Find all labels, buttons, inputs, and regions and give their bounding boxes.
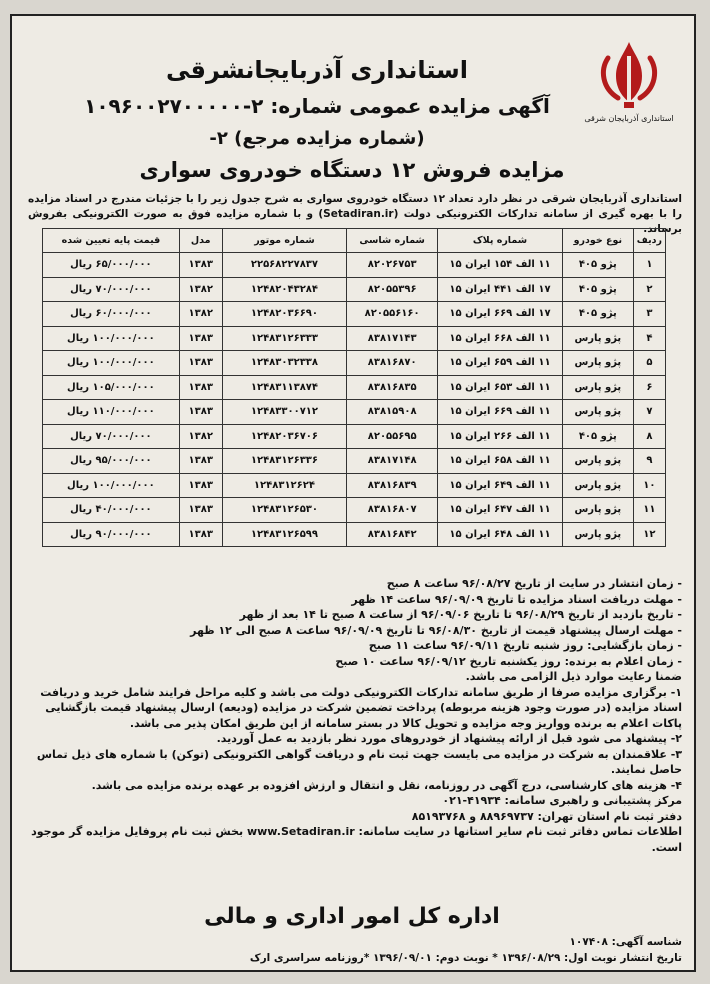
cell-chassis: ۸۳۸۱۷۱۴۳ [347, 326, 438, 351]
cell-plate: ۱۷ الف ۴۴۱ ایران ۱۵ [438, 277, 563, 302]
cell-row-number: ۷ [633, 400, 665, 425]
cell-base-price: ۱۰۰/۰۰۰/۰۰۰ ریال [43, 473, 180, 498]
cell-engine: ۱۲۴۸۳۳۰۰۷۱۲ [222, 400, 347, 425]
cell-chassis: ۸۲۰۵۵۶۹۵ [347, 424, 438, 449]
term-item: دفتر ثبت نام استان تهران: ۸۸۹۶۹۷۳۷ و ۸۵۱۹۳۷۶۸ [411, 809, 682, 823]
table-header-row [43, 229, 666, 253]
cell-engine: ۱۲۴۸۳۱۲۶۲۴ [222, 473, 347, 498]
cell-chassis: ۸۳۸۱۶۸۴۲ [347, 522, 438, 547]
vehicles-table [42, 228, 666, 547]
cell-row-number: ۲ [633, 277, 665, 302]
cell-vehicle-type: پژو پارس [562, 449, 633, 474]
term-item: اطلاعات تماس دفاتر ثبت نام سایر استانها در سایت سامانه: www.Setadiran.ir بخش ثبت نام پروفایل مزایده گر موجود است. [31, 825, 682, 854]
cell-plate: ۱۱ الف ۶۵۸ ایران ۱۵ [438, 449, 563, 474]
cell-vehicle-type: پژو پارس [562, 473, 633, 498]
term-item: - مهلت دریافت اسناد مزایده تا تاریخ ۹۶/۰۹/۰۹ ساعت ۱۴ ظهر [351, 592, 682, 606]
term-item: - زمان اعلام به برنده: روز یکشنبه تاریخ ۹۶/۰۹/۱۲ ساعت ۱۰ صبح [335, 654, 682, 668]
cell-plate: ۱۱ الف ۶۶۹ ایران ۱۵ [438, 400, 563, 425]
cell-engine: ۱۲۴۸۳۰۳۲۳۳۸ [222, 351, 347, 376]
cell-vehicle-type: پژو پارس [562, 400, 633, 425]
cell-model: ۱۳۸۳ [179, 498, 222, 523]
cell-plate: ۱۱ الف ۶۵۳ ایران ۱۵ [438, 375, 563, 400]
terms-list [28, 576, 682, 855]
cell-row-number: ۹ [633, 449, 665, 474]
table-row [43, 375, 666, 400]
cell-vehicle-type: پژو پارس [562, 351, 633, 376]
cell-row-number: ۴ [633, 326, 665, 351]
cell-plate: ۱۱ الف ۲۶۶ ایران ۱۵ [438, 424, 563, 449]
cell-base-price: ۱۰۰/۰۰۰/۰۰۰ ریال [43, 351, 180, 376]
cell-base-price: ۱۱۰/۰۰۰/۰۰۰ ریال [43, 400, 180, 425]
table-row [43, 498, 666, 523]
reference-number: (شماره مزایده مرجع) ۲- [209, 128, 425, 149]
col-header-chassis: شماره شاسی [347, 229, 438, 253]
cell-engine: ۱۲۴۸۲۰۴۳۲۸۴ [222, 277, 347, 302]
cell-model: ۱۳۸۳ [179, 351, 222, 376]
cell-vehicle-type: پژو ۴۰۵ [562, 424, 633, 449]
cell-model: ۱۳۸۳ [179, 253, 222, 278]
cell-plate: ۱۱ الف ۶۴۹ ایران ۱۵ [438, 473, 563, 498]
auction-subject: مزایده فروش ۱۲ دستگاه خودروی سواری [139, 158, 565, 182]
cell-row-number: ۳ [633, 302, 665, 327]
cell-engine: ۱۲۴۸۳۱۲۶۳۳۳ [222, 326, 347, 351]
ad-id: شناسه آگهی: ۱۰۷۴۰۸ [569, 936, 682, 948]
col-header-plate: شماره پلاک [438, 229, 563, 253]
cell-row-number: ۱۲ [633, 522, 665, 547]
cell-chassis: ۸۲۰۵۵۶۱۶۰ [347, 302, 438, 327]
cell-vehicle-type: پژو پارس [562, 522, 633, 547]
term-item: ۱- برگزاری مزایده صرفا از طریق سامانه تدارکات الکترونیکی دولت می باشد و کلیه مراحل فرایند شامل خرید و دریافت اسناد مزایده (در صورت وجود هزینه مربوطه) پرداخت تضمین شرکت در مزایده (ودیعه) ارسال پیشنهاد قیمت بازگشایی پاکات اعلام به برنده وواریز وجه مزایده و تحویل کالا در بستر سامانه از این طریق امکان پذیر می باشد. [40, 685, 682, 730]
term-item: ۳- علاقمندان به شرکت در مزایده می بایست جهت ثبت نام و دریافت گواهی الکترونیکی (توکن) با شماره های ذیل تماس حاصل نمایند. [36, 747, 682, 776]
cell-model: ۱۳۸۳ [179, 400, 222, 425]
cell-model: ۱۳۸۳ [179, 326, 222, 351]
col-header-model: مدل [179, 229, 222, 253]
cell-vehicle-type: پژو پارس [562, 375, 633, 400]
cell-row-number: ۸ [633, 424, 665, 449]
cell-engine: ۲۲۵۶۸۲۲۷۸۳۷ [222, 253, 347, 278]
col-header-base-price: قیمت پایه تعیین شده [43, 229, 180, 253]
cell-chassis: ۸۳۸۱۷۱۴۸ [347, 449, 438, 474]
cell-base-price: ۹۵/۰۰۰/۰۰۰ ریال [43, 449, 180, 474]
table-row [43, 400, 666, 425]
cell-engine: ۱۲۴۸۲۰۳۶۶۹۰ [222, 302, 347, 327]
cell-base-price: ۶۰/۰۰۰/۰۰۰ ریال [43, 302, 180, 327]
cell-chassis: ۸۳۸۱۶۸۰۷ [347, 498, 438, 523]
term-item: - زمان بازگشایی: روز شنبه تاریخ ۹۶/۰۹/۱۱ ساعت ۱۱ صبح [368, 639, 682, 652]
table-row [43, 302, 666, 327]
cell-chassis: ۸۳۸۱۶۸۷۰ [347, 351, 438, 376]
cell-plate: ۱۱ الف ۱۵۴ ایران ۱۵ [438, 253, 563, 278]
iran-emblem-icon [594, 36, 664, 114]
cell-engine: ۱۲۴۸۲۰۳۶۷۰۶ [222, 424, 347, 449]
cell-vehicle-type: پژو ۴۰۵ [562, 253, 633, 278]
cell-model: ۱۳۸۳ [179, 449, 222, 474]
term-item: - تاریخ بازدید از تاریخ ۹۶/۰۸/۲۹ تا تاریخ ۹۶/۰۹/۰۶ از ساعت ۸ صبح تا ۱۴ بعد از ظهر [239, 608, 682, 621]
cell-base-price: ۷۰/۰۰۰/۰۰۰ ریال [43, 424, 180, 449]
cell-base-price: ۷۰/۰۰۰/۰۰۰ ریال [43, 277, 180, 302]
cell-row-number: ۶ [633, 375, 665, 400]
cell-plate: ۱۱ الف ۶۴۸ ایران ۱۵ [438, 522, 563, 547]
table-body [43, 253, 666, 547]
cell-model: ۱۳۸۲ [179, 277, 222, 302]
cell-chassis: ۸۲۰۵۵۳۹۶ [347, 277, 438, 302]
cell-row-number: ۱۰ [633, 473, 665, 498]
table-row [43, 253, 666, 278]
cell-base-price: ۱۰۰/۰۰۰/۰۰۰ ریال [43, 326, 180, 351]
col-header-row-number: ردیف [633, 229, 665, 253]
organization-title: استانداری آذربایجانشرقی [166, 56, 468, 84]
cell-plate: ۱۱ الف ۶۶۸ ایران ۱۵ [438, 326, 563, 351]
cell-row-number: ۱۱ [633, 498, 665, 523]
cell-base-price: ۴۰/۰۰۰/۰۰۰ ریال [43, 498, 180, 523]
col-header-engine: شماره موتور [222, 229, 347, 253]
cell-chassis: ۸۳۸۱۶۸۳۵ [347, 375, 438, 400]
publish-dates: تاریخ انتشار نوبت اول: ۱۳۹۶/۰۸/۲۹ * نوبت دوم: ۱۳۹۶/۰۹/۰۱ *روزنامه سراسری ارک [249, 952, 682, 964]
cell-plate: ۱۱ الف ۶۴۷ ایران ۱۵ [438, 498, 563, 523]
table-row [43, 522, 666, 547]
department-signature: اداره کل امور اداری و مالی [204, 904, 500, 929]
cell-model: ۱۳۸۲ [179, 424, 222, 449]
cell-plate: ۱۷ الف ۶۶۹ ایران ۱۵ [438, 302, 563, 327]
cell-engine: ۱۲۴۸۳۱۱۳۸۷۴ [222, 375, 347, 400]
term-item: ۲- پیشنهاد می شود قبل از ارائه پیشنهاد از خودروهای مورد نظر بازدید به عمل آوردید. [216, 732, 682, 745]
cell-chassis: ۸۲۰۲۶۷۵۳ [347, 253, 438, 278]
intro-paragraph: استانداری آذربایجان شرقی در نظر دارد تعداد ۱۲ دستگاه خودروی سواری به شرح جدول زیر را با جزئیات مندرج در اسناد مزایده را با بهره گیری از سامانه تدارکات الکترونیکی دولت (Setadiran.ir) و با شماره مزایده فوق به صورت الکترونیکی بفروش برساند. [28, 193, 682, 235]
cell-row-number: ۵ [633, 351, 665, 376]
emblem-caption: استانداری آذربایجان شرقی [584, 114, 674, 123]
cell-model: ۱۳۸۳ [179, 473, 222, 498]
cell-plate: ۱۱ الف ۶۵۹ ایران ۱۵ [438, 351, 563, 376]
term-item: ۴- هزینه های کارشناسی، درج آگهی در روزنامه، نقل و انتقال و ارزش افزوده بر عهده برنده مزایده می باشد. [91, 778, 682, 792]
cell-engine: ۱۲۴۸۳۱۲۶۵۹۹ [222, 522, 347, 547]
cell-chassis: ۸۳۸۱۵۹۰۸ [347, 400, 438, 425]
cell-engine: ۱۲۴۸۳۱۲۶۵۳۰ [222, 498, 347, 523]
cell-vehicle-type: پژو ۴۰۵ [562, 277, 633, 302]
term-item: ضمنا رعایت موارد ذیل الزامی می باشد. [465, 670, 682, 683]
table-row [43, 424, 666, 449]
cell-vehicle-type: پژو پارس [562, 326, 633, 351]
table-row [43, 473, 666, 498]
cell-model: ۱۳۸۳ [179, 375, 222, 400]
table-row [43, 449, 666, 474]
table-row [43, 351, 666, 376]
table-row [43, 326, 666, 351]
cell-base-price: ۱۰۵/۰۰۰/۰۰۰ ریال [43, 375, 180, 400]
cell-vehicle-type: پژو پارس [562, 498, 633, 523]
auction-number: آگهی مزایده عمومی شماره: ۲-۱۰۹۶۰۰۲۷۰۰۰۰۰ [84, 94, 550, 118]
cell-base-price: ۶۵/۰۰۰/۰۰۰ ریال [43, 253, 180, 278]
cell-chassis: ۸۳۸۱۶۸۳۹ [347, 473, 438, 498]
cell-engine: ۱۲۴۸۳۱۲۶۳۳۶ [222, 449, 347, 474]
cell-model: ۱۳۸۳ [179, 522, 222, 547]
table-row [43, 277, 666, 302]
term-item: - مهلت ارسال پیشنهاد قیمت از تاریخ ۹۶/۰۸/۳۰ تا تاریخ ۹۶/۰۹/۰۹ ساعت ۸ صبح الی ۱۲ ظهر [190, 623, 682, 637]
cell-vehicle-type: پژو ۴۰۵ [562, 302, 633, 327]
auction-notice [10, 14, 696, 972]
col-header-vehicle-type: نوع خودرو [562, 229, 633, 253]
cell-row-number: ۱ [633, 253, 665, 278]
cell-model: ۱۳۸۲ [179, 302, 222, 327]
publication-info [28, 934, 682, 966]
term-item: - زمان انتشار در سایت از تاریخ ۹۶/۰۸/۲۷ ساعت ۸ صبح [386, 577, 682, 590]
cell-base-price: ۹۰/۰۰۰/۰۰۰ ریال [43, 522, 180, 547]
term-item: مرکز پشتیبانی و راهبری سامانه: ۴۱۹۳۴-۰۲۱ [442, 794, 682, 807]
